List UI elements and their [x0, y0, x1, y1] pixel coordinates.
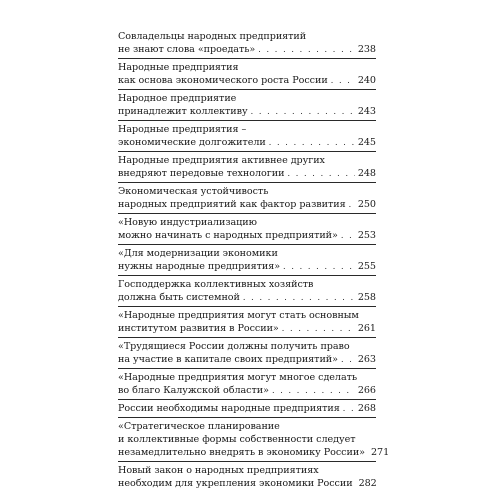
toc-entry[interactable] — [118, 185, 376, 211]
toc-entry-last-line — [118, 167, 376, 180]
dot-leader — [269, 136, 355, 149]
toc-entry-line: Народное предприятие — [118, 93, 237, 104]
toc-entry-title-line: принадлежит коллективу — [118, 106, 248, 117]
toc-entry-line: «Трудящиеся России должны получить право — [118, 341, 350, 352]
dot-leader — [341, 353, 355, 366]
toc-page-number: 248 — [357, 168, 376, 179]
dot-leader — [341, 229, 355, 242]
toc-entry-last-line — [118, 260, 376, 273]
entry-divider — [118, 306, 376, 307]
toc-page-number: 238 — [357, 44, 376, 55]
toc-entry-title-line: как основа экономического роста России — [118, 75, 328, 86]
toc-entry-title-line: институтом развития в России» — [118, 323, 279, 334]
toc-page-number: 243 — [357, 106, 376, 117]
entry-divider — [118, 275, 376, 276]
toc-entry-line: «Стратегическое планирование — [118, 421, 280, 432]
toc-entry-line: Народные предприятия активнее других — [118, 155, 325, 166]
toc-entry-line: Народные предприятия — [118, 62, 239, 73]
toc-entry-last-line — [118, 74, 376, 87]
toc-page-number: 250 — [357, 199, 376, 210]
toc-entry-line: Новый закон о народных предприятиях — [118, 465, 319, 476]
toc-entry-title-line: на участие в капитале своих предприятий» — [118, 354, 338, 365]
toc-entry[interactable] — [118, 61, 376, 87]
entry-divider — [118, 182, 376, 183]
toc-entry-line: Экономическая устойчивость — [118, 186, 269, 197]
entry-divider — [118, 417, 376, 418]
entry-divider — [118, 89, 376, 90]
toc-entry-line: Народные предприятия – — [118, 124, 247, 135]
toc-page-number: 282 — [358, 478, 377, 489]
toc-page-number: 263 — [357, 354, 376, 365]
dot-leader — [258, 43, 355, 56]
toc-page-number: 271 — [371, 447, 390, 458]
toc-entry-title-line: экономические долгожители — [118, 137, 266, 148]
toc-page-number: 261 — [357, 323, 376, 334]
toc-entry[interactable] — [118, 309, 376, 335]
toc-entry[interactable] — [118, 154, 376, 180]
dot-leader — [287, 167, 354, 180]
toc-entry-last-line — [118, 402, 376, 415]
toc-page-number: 240 — [357, 75, 376, 86]
toc-entry-last-line — [118, 105, 376, 118]
dot-leader — [343, 402, 355, 415]
toc-entry[interactable] — [118, 92, 376, 118]
dot-leader — [282, 322, 355, 335]
toc-entry-line: и коллективные формы собственности следует — [118, 434, 356, 445]
toc-entry-last-line — [118, 229, 376, 242]
toc-page-number: 258 — [357, 292, 376, 303]
entry-divider — [118, 244, 376, 245]
toc-entry-line: Совладельцы народных предприятий — [118, 31, 307, 42]
dot-leader — [349, 198, 355, 211]
dot-leader — [272, 384, 355, 397]
entry-divider — [118, 368, 376, 369]
entry-divider — [118, 120, 376, 121]
toc-entry[interactable] — [118, 340, 376, 366]
toc-entry-line: Господдержка коллективных хозяйств — [118, 279, 314, 290]
toc-entry[interactable] — [118, 123, 376, 149]
toc-entry-title-line: России необходимы народные предприятия — [118, 403, 340, 414]
toc-entry[interactable] — [118, 464, 376, 490]
toc-page-number: 245 — [357, 137, 376, 148]
toc-entry-last-line — [118, 446, 390, 459]
toc-entry-title-line: должна быть системной — [118, 292, 240, 303]
toc-entry[interactable] — [118, 247, 376, 273]
toc-entry-last-line — [118, 291, 376, 304]
toc-page-number: 253 — [357, 230, 376, 241]
toc-entry-last-line — [118, 477, 376, 490]
toc-page-number: 266 — [357, 385, 376, 396]
toc-entry[interactable] — [118, 402, 376, 415]
toc-entry-last-line — [118, 43, 376, 56]
toc-entry[interactable] — [118, 216, 376, 242]
toc-entry[interactable] — [118, 30, 376, 56]
toc-entry-title-line: необходим для укрепления экономики России — [118, 478, 353, 489]
entry-divider — [118, 58, 376, 59]
toc-entry-title-line: внедряют передовые технологии — [118, 168, 285, 179]
toc-entry-title-line: народных предприятий как фактор развития — [118, 199, 346, 210]
toc-entry-line: «Народные предприятия могут многое сделать — [118, 372, 358, 383]
entry-divider — [118, 399, 376, 400]
table-of-contents — [118, 30, 390, 490]
toc-entry[interactable] — [118, 371, 376, 397]
entry-divider — [118, 461, 376, 462]
toc-page-number: 255 — [357, 261, 376, 272]
toc-entry-last-line — [118, 353, 376, 366]
entry-divider — [118, 151, 376, 152]
dot-leader — [331, 74, 355, 87]
toc-entry[interactable] — [118, 278, 376, 304]
toc-entry-last-line — [118, 198, 376, 211]
dot-leader — [251, 105, 355, 118]
dot-leader — [283, 260, 355, 273]
toc-entry-line: «Народные предприятия могут стать основным — [118, 310, 359, 321]
toc-entry-last-line — [118, 384, 376, 397]
toc-entry-last-line — [118, 136, 376, 149]
toc-entry-title-line: можно начинать с народных предприятий» — [118, 230, 338, 241]
toc-entry-line: «Для модернизации экономики — [118, 248, 278, 259]
toc-entry-title-line: во благо Калужской области» — [118, 385, 269, 396]
toc-entry-line: «Новую индустриализацию — [118, 217, 257, 228]
entry-divider — [118, 213, 376, 214]
toc-entry[interactable] — [118, 420, 390, 459]
toc-entry-title-line: незамедлительно внедрять в экономику России» — [118, 447, 365, 458]
entry-divider — [118, 337, 376, 338]
toc-entry-last-line — [118, 322, 376, 335]
dot-leader — [243, 291, 355, 304]
toc-entry-title-line: нужны народные предприятия» — [118, 261, 281, 272]
toc-page-number: 268 — [357, 403, 376, 414]
toc-entry-title-line: не знают слова «проедать» — [118, 44, 256, 55]
